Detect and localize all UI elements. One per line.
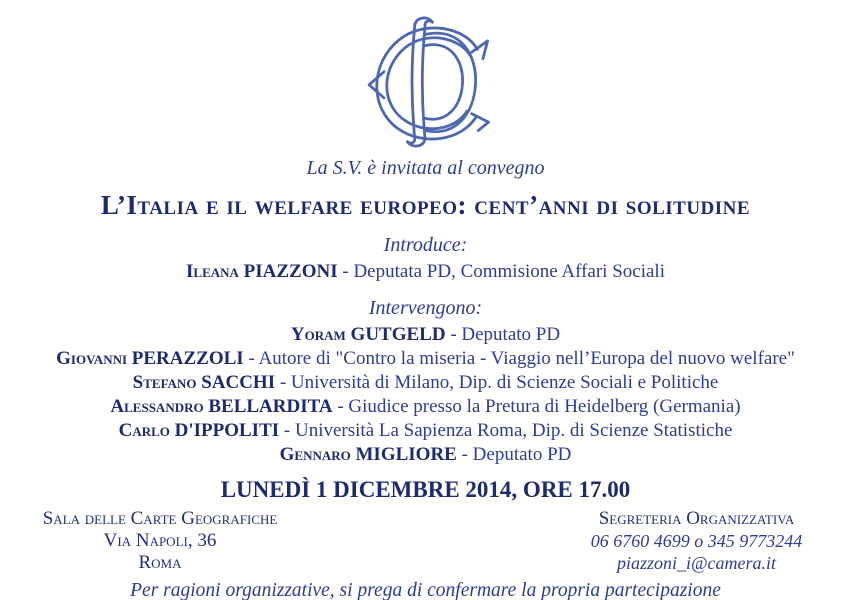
secretariat-phone: 06 6760 4699 o 345 9773244 xyxy=(590,531,803,551)
invite-line: La S.V. è invitata al convegno xyxy=(306,157,545,179)
cd-monogram-icon xyxy=(356,12,496,152)
speaker-first-name: Carlo xyxy=(118,420,170,441)
speaker-description: - Autore di "Contro la miseria - Viaggio nell’Europa del nuovo welfare" xyxy=(248,348,795,369)
speaker-last-name: BELLARDITA xyxy=(208,396,333,417)
rsvp-note: Per ragioni organizzative, si prega di confermare la propria partecipazione xyxy=(130,580,721,600)
venue-block xyxy=(20,508,300,574)
speaker-first-name: Giovanni xyxy=(56,348,128,369)
speaker-line xyxy=(0,347,851,371)
speaker-last-name: D'IPPOLITI xyxy=(174,420,280,441)
camera-monogram-logo xyxy=(356,12,496,152)
speaker-last-name: SACCHI xyxy=(201,372,276,393)
speaker-description: - Giudice presso la Pretura di Heidelberg (Germania) xyxy=(337,396,741,417)
speaker-last-name: GUTGELD xyxy=(350,324,446,345)
venue-street: Via Napoli, 36 xyxy=(103,530,217,551)
introducer-last-name: PIAZZONI xyxy=(243,261,338,282)
speaker-first-name: Yoram xyxy=(290,324,346,345)
introducer-line xyxy=(0,260,851,284)
event-title: L’Italia e il welfare europeo: cent’anni di solitudine xyxy=(100,190,751,220)
speaker-line xyxy=(0,443,851,467)
secretariat-title: Segreteria Organizzativa xyxy=(598,508,795,529)
speaker-description: - Università La Sapienza Roma, Dip. di Scienze Statistiche xyxy=(283,420,733,441)
speaker-first-name: Gennaro xyxy=(279,444,351,465)
speaker-line xyxy=(0,323,851,347)
secretariat-block xyxy=(564,508,829,574)
speaker-description: - Università di Milano, Dip. di Scienze Sociali e Politiche xyxy=(279,372,719,393)
intervene-label: Intervengono: xyxy=(368,297,483,319)
introducer-first-name: Ileana xyxy=(186,261,239,282)
speaker-description: - Deputato PD xyxy=(450,324,561,345)
event-datetime: LUNEDÌ 1 DICEMBRE 2014, ORE 17.00 xyxy=(220,477,631,502)
introduce-label: Introduce: xyxy=(383,234,468,256)
speakers-list xyxy=(0,323,851,467)
speaker-first-name: Alessandro xyxy=(110,396,204,417)
speaker-line xyxy=(0,371,851,395)
speaker-description: - Deputato PD xyxy=(461,444,572,465)
introducer-description: - Deputata PD, Commisione Affari Sociali xyxy=(342,261,665,282)
speaker-line xyxy=(0,395,851,419)
speaker-last-name: MIGLIORE xyxy=(355,444,457,465)
secretariat-email: piazzoni_i@camera.it xyxy=(616,553,777,573)
venue-city: Roma xyxy=(138,552,182,573)
speaker-first-name: Stefano xyxy=(132,372,197,393)
speaker-line xyxy=(0,419,851,443)
bottom-info-row xyxy=(0,508,851,574)
venue-name: Sala delle Carte Geografiche xyxy=(42,508,278,529)
speaker-last-name: PERAZZOLI xyxy=(131,348,244,369)
